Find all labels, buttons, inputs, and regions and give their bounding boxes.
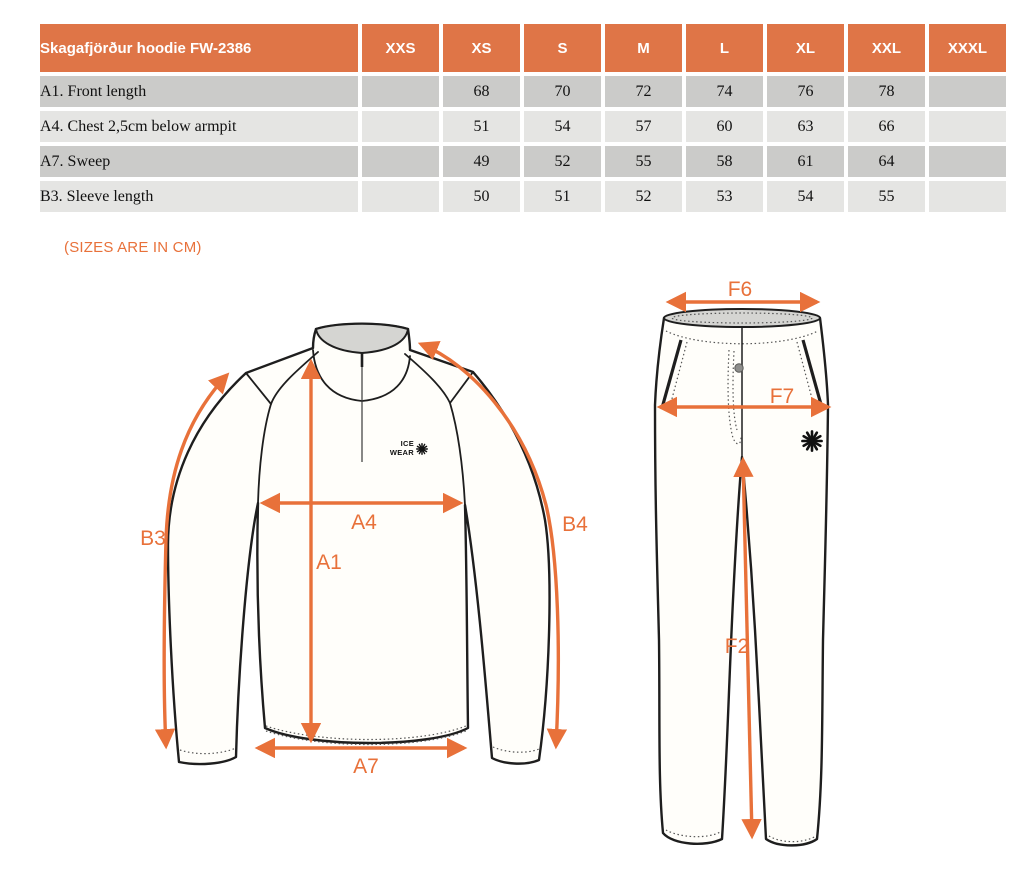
waist-opening <box>664 309 820 327</box>
size-value-cell: 72 <box>605 76 682 107</box>
size-value-cell: 53 <box>686 181 763 212</box>
size-value-cell: 55 <box>848 181 925 212</box>
size-value-cell: 54 <box>767 181 844 212</box>
size-value-cell: 76 <box>767 76 844 107</box>
b3-label: B3 <box>140 527 166 550</box>
size-table-header-row <box>40 24 1006 72</box>
size-value-cell <box>929 146 1006 177</box>
a4-label: A4 <box>351 511 377 534</box>
f6-label: F6 <box>727 278 753 301</box>
size-value-cell: 70 <box>524 76 601 107</box>
measurement-label: A1. Front length <box>40 76 358 107</box>
size-value-cell <box>362 146 439 177</box>
table-row <box>40 146 1006 177</box>
size-value-cell: 50 <box>443 181 520 212</box>
table-row <box>40 111 1006 142</box>
size-value-cell: 51 <box>443 111 520 142</box>
a7-label: A7 <box>353 755 379 778</box>
size-value-cell: 61 <box>767 146 844 177</box>
size-value-cell: 51 <box>524 181 601 212</box>
pants-drawing <box>655 278 828 845</box>
size-value-cell <box>929 111 1006 142</box>
table-row <box>40 181 1006 212</box>
f2-label: F2 <box>724 635 750 658</box>
waist-button <box>735 364 743 372</box>
size-column-header: XL <box>767 24 844 72</box>
size-value-cell: 78 <box>848 76 925 107</box>
size-value-cell: 52 <box>524 146 601 177</box>
a1-label: A1 <box>316 551 342 574</box>
hoodie-logo-line2: WEAR <box>389 448 414 457</box>
size-column-header: L <box>686 24 763 72</box>
size-value-cell: 63 <box>767 111 844 142</box>
size-column-header: XXXL <box>929 24 1006 72</box>
size-value-cell: 68 <box>443 76 520 107</box>
size-value-cell <box>362 111 439 142</box>
size-column-header: XXS <box>362 24 439 72</box>
size-value-cell <box>362 76 439 107</box>
f7-label: F7 <box>769 385 795 408</box>
size-value-cell: 55 <box>605 146 682 177</box>
size-value-cell: 54 <box>524 111 601 142</box>
measurement-label: A4. Chest 2,5cm below armpit <box>40 111 358 142</box>
size-column-header: XXL <box>848 24 925 72</box>
size-value-cell: 74 <box>686 76 763 107</box>
table-row <box>40 76 1006 107</box>
b4-label: B4 <box>562 513 588 536</box>
size-column-header: S <box>524 24 601 72</box>
size-value-cell: 64 <box>848 146 925 177</box>
size-value-cell: 57 <box>605 111 682 142</box>
product-title: Skagafjörður hoodie FW-2386 <box>40 24 358 72</box>
measurement-label: B3. Sleeve length <box>40 181 358 212</box>
hoodie-logo-line1: ICE <box>400 439 414 448</box>
size-value-cell: 52 <box>605 181 682 212</box>
size-table <box>36 20 1010 216</box>
measurement-label: A7. Sweep <box>40 146 358 177</box>
size-column-header: XS <box>443 24 520 72</box>
size-value-cell: 66 <box>848 111 925 142</box>
size-value-cell <box>362 181 439 212</box>
size-column-header: M <box>605 24 682 72</box>
size-value-cell: 58 <box>686 146 763 177</box>
sizes-unit-note: (SIZES ARE IN CM) <box>64 239 202 256</box>
hoodie-outline <box>168 324 550 764</box>
size-value-cell <box>929 76 1006 107</box>
size-value-cell: 60 <box>686 111 763 142</box>
size-table-body <box>40 76 1006 212</box>
hoodie-drawing <box>140 324 588 778</box>
measurement-diagrams <box>0 270 1032 890</box>
size-value-cell <box>929 181 1006 212</box>
size-value-cell: 49 <box>443 146 520 177</box>
